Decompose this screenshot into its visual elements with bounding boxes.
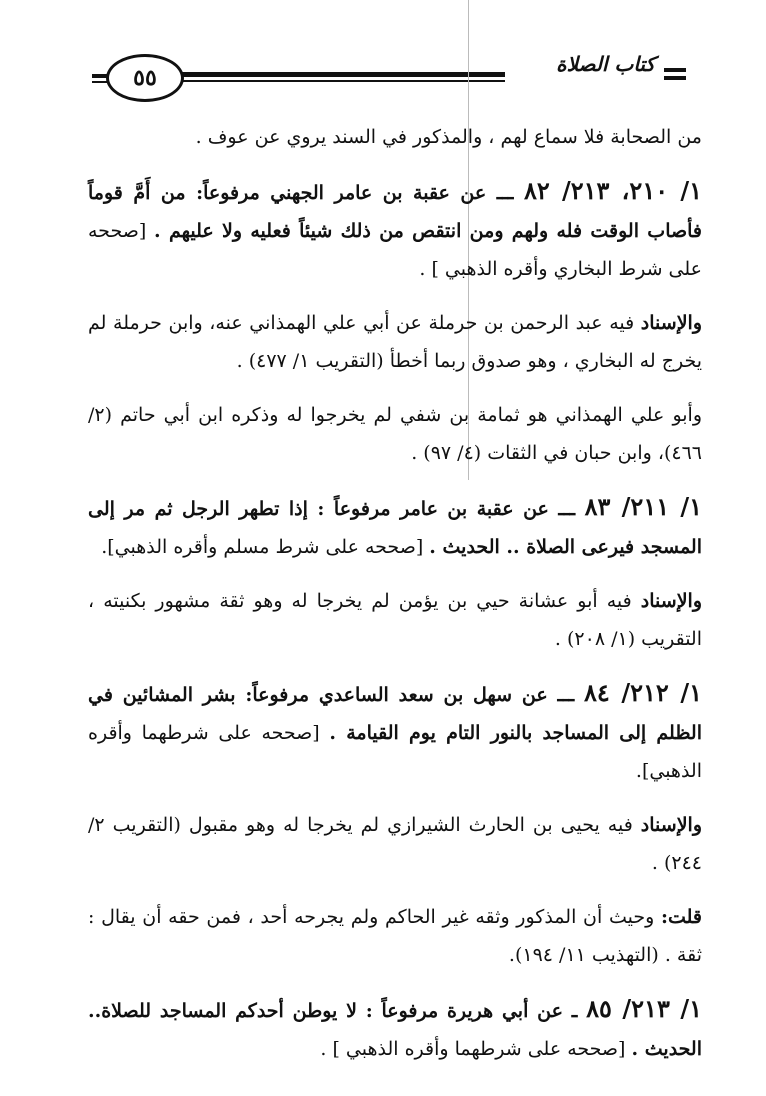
hadith-ref: ١/ ٢١٢/ ٨٤ xyxy=(584,678,702,707)
hadith-82 xyxy=(88,172,702,288)
paragraph-1 xyxy=(88,118,702,156)
hadith-83 xyxy=(88,488,702,566)
isnad-text: فيه أبو عشانة حيي بن يؤمن لم يخرجا له وهو ثقة مشهور بكنيته ، التقريب (١/ ٢٠٨) . xyxy=(88,590,702,650)
isnad-text: فيه يحيى بن الحارث الشيرازي لم يخرجا له وهو مقبول (التقريب ٢/ ٢٤٤) . xyxy=(88,814,702,874)
lead-word: والإسناد xyxy=(640,590,702,612)
isnad-note-84 xyxy=(88,806,702,882)
hadith-text: ـ عن أبي هريرة مرفوعاً : لا يوطن أحدكم المساجد للصلاة.. الحديث . xyxy=(88,1000,702,1060)
page-header xyxy=(0,0,766,110)
book-title: كتاب الصلاة xyxy=(556,52,655,76)
isnad-note-83 xyxy=(88,582,702,658)
paragraph-1-text: من الصحابة فلا سماع لهم ، والمذكور في السند يروي عن عوف . xyxy=(195,126,702,148)
isnad-note-82 xyxy=(88,304,702,380)
lead-word: والإسناد xyxy=(640,312,702,334)
hadith-ref: ١/ ٢١١/ ٨٣ xyxy=(584,492,703,521)
narrator-note xyxy=(88,396,702,472)
hadith-ref: ١/ ٢١٠، ٢١٣/ ٨٢ xyxy=(523,176,703,205)
lead-word: والإسناد xyxy=(640,814,702,836)
narrator-text: وأبو علي الهمذاني هو ثمامة بن شفي لم يخرجوا له وذكره ابن أبي حاتم (٢/ ٤٦٦)، وابن حبان في الثقات (٤/ ٩٧) . xyxy=(88,404,702,464)
page-number xyxy=(106,54,184,102)
hadith-85 xyxy=(88,990,702,1068)
hadith-84 xyxy=(88,674,702,790)
page-body xyxy=(88,118,702,1084)
header-rule xyxy=(160,72,505,77)
hadith-ref: ١/ ٢١٣/ ٨٥ xyxy=(586,994,703,1023)
hadith-note: [صححه على شرطهما وأقره الذهبي]. xyxy=(88,722,702,782)
page-number-text: ٥٥ xyxy=(133,65,157,91)
isnad-text: فيه عبد الرحمن بن حرملة عن أبي علي الهمذاني عنه، وابن حرملة لم يخرج له البخاري ، وهو صدوق ربما أخطأ (التقريب ١/ ٤٧٧) . xyxy=(88,312,702,372)
author-comment xyxy=(88,898,702,974)
lead-word: قلت: xyxy=(660,906,702,928)
hadith-text: ـــ عن سهل بن سعد الساعدي مرفوعاً: بشر المشائين في الظلم إلى المساجد بالنور التام يوم القيامة . xyxy=(88,684,702,744)
comment-text: وحيث أن المذكور وثقه غير الحاكم ولم يجرحه أحد ، فمن حقه أن يقال : ثقة . (التهذيب ١١/ ١٩٤). xyxy=(88,906,702,966)
hadith-text: ـــ عن عقبة بن عامر مرفوعاً : إذا تطهر الرجل ثم مر إلى المسجد فيرعى الصلاة .. الحديث . xyxy=(88,498,702,558)
header-rule-thin xyxy=(160,80,505,82)
hadith-text: ـــ عن عقبة بن عامر الجهني مرفوعاً: من أَمَّ قوماً فأصاب الوقت فله ولهم ومن انتقص من ذلك شيئاً فعليه ولا عليهم . xyxy=(88,182,702,242)
hadith-note: [صححه على شرط مسلم وأقره الذهبي]. xyxy=(101,536,430,558)
hadith-note: [صححه على شرطهما وأقره الذهبي ] . xyxy=(320,1038,632,1060)
header-bars-ornament xyxy=(664,68,686,84)
hadith-note: [صححه على شرط البخاري وأقره الذهبي ] . xyxy=(88,220,702,280)
